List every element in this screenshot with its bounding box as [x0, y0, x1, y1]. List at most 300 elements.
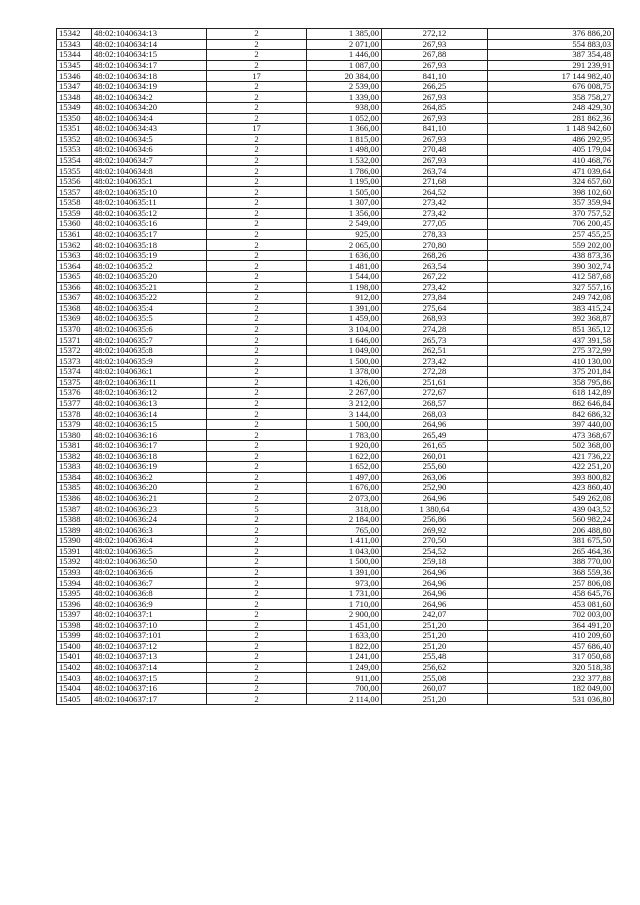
- specific-value-cell: 242,07: [382, 609, 488, 620]
- specific-value-cell: 277,05: [382, 219, 488, 230]
- cadastral-value-cell: 393 800,82: [488, 472, 614, 483]
- cadastral-number-cell: 48:02:1040634:4: [92, 113, 207, 124]
- specific-value-cell: 264,96: [382, 419, 488, 430]
- table-row: [57, 588, 614, 599]
- cadastral-value-cell: 439 043,52: [488, 504, 614, 515]
- group-cell: 2: [207, 102, 307, 113]
- table-row: [57, 599, 614, 610]
- row-number-cell: 15370: [57, 324, 92, 335]
- cadastral-value-cell: 453 081,60: [488, 599, 614, 610]
- group-cell: 2: [207, 472, 307, 483]
- group-cell: 2: [207, 208, 307, 219]
- area-cell: 1 622,00: [307, 451, 382, 462]
- table-row: [57, 166, 614, 177]
- table-row: [57, 50, 614, 61]
- area-cell: 1 500,00: [307, 419, 382, 430]
- group-cell: 2: [207, 166, 307, 177]
- row-number-cell: 15347: [57, 81, 92, 92]
- area-cell: 1 087,00: [307, 60, 382, 71]
- row-number-cell: 15355: [57, 166, 92, 177]
- group-cell: 2: [207, 673, 307, 684]
- group-cell: 2: [207, 60, 307, 71]
- cadastral-number-cell: 48:02:1040636:2: [92, 472, 207, 483]
- table-row: [57, 514, 614, 525]
- cadastral-value-cell: 357 359,94: [488, 198, 614, 209]
- area-cell: 1 822,00: [307, 641, 382, 652]
- group-cell: 2: [207, 145, 307, 156]
- group-cell: 2: [207, 356, 307, 367]
- group-cell: 2: [207, 240, 307, 251]
- specific-value-cell: 270,48: [382, 145, 488, 156]
- cadastral-number-cell: 48:02:1040636:5: [92, 546, 207, 557]
- area-cell: 1 378,00: [307, 367, 382, 378]
- specific-value-cell: 263,74: [382, 166, 488, 177]
- group-cell: 2: [207, 599, 307, 610]
- cadastral-number-cell: 48:02:1040636:1: [92, 367, 207, 378]
- cadastral-number-cell: 48:02:1040636:19: [92, 462, 207, 473]
- area-cell: 1 710,00: [307, 599, 382, 610]
- cadastral-value-cell: 17 144 982,40: [488, 71, 614, 82]
- table-row: [57, 92, 614, 103]
- cadastral-number-cell: 48:02:1040634:19: [92, 81, 207, 92]
- row-number-cell: 15401: [57, 652, 92, 663]
- cadastral-value-cell: 257 455,25: [488, 229, 614, 240]
- specific-value-cell: 255,48: [382, 652, 488, 663]
- cadastral-value-table: [56, 28, 614, 705]
- row-number-cell: 15382: [57, 451, 92, 462]
- cadastral-number-cell: 48:02:1040634:8: [92, 166, 207, 177]
- cadastral-value-cell: 392 368,87: [488, 314, 614, 325]
- area-cell: 1 920,00: [307, 440, 382, 451]
- cadastral-number-cell: 48:02:1040636:17: [92, 440, 207, 451]
- group-cell: 2: [207, 652, 307, 663]
- cadastral-number-cell: 48:02:1040635:18: [92, 240, 207, 251]
- area-cell: 1 500,00: [307, 356, 382, 367]
- table-row: [57, 71, 614, 82]
- row-number-cell: 15377: [57, 398, 92, 409]
- row-number-cell: 15343: [57, 39, 92, 50]
- cadastral-value-cell: 410 130,00: [488, 356, 614, 367]
- area-cell: 2 071,00: [307, 39, 382, 50]
- row-number-cell: 15373: [57, 356, 92, 367]
- cadastral-value-cell: 364 491,20: [488, 620, 614, 631]
- row-number-cell: 15387: [57, 504, 92, 515]
- specific-value-cell: 260,01: [382, 451, 488, 462]
- group-cell: 2: [207, 113, 307, 124]
- area-cell: 3 212,00: [307, 398, 382, 409]
- table-row: [57, 303, 614, 314]
- specific-value-cell: 255,08: [382, 673, 488, 684]
- area-cell: 1 633,00: [307, 631, 382, 642]
- row-number-cell: 15356: [57, 176, 92, 187]
- area-cell: 2 900,00: [307, 609, 382, 620]
- table-row: [57, 525, 614, 536]
- group-cell: 2: [207, 187, 307, 198]
- cadastral-value-cell: 358 795,86: [488, 377, 614, 388]
- group-cell: 2: [207, 377, 307, 388]
- group-cell: 2: [207, 578, 307, 589]
- table-row: [57, 609, 614, 620]
- area-cell: 1 426,00: [307, 377, 382, 388]
- group-cell: 2: [207, 324, 307, 335]
- cadastral-number-cell: 48:02:1040636:8: [92, 588, 207, 599]
- group-cell: 2: [207, 29, 307, 40]
- area-cell: 2 267,00: [307, 388, 382, 399]
- group-cell: 2: [207, 462, 307, 473]
- specific-value-cell: 267,93: [382, 60, 488, 71]
- area-cell: 2 073,00: [307, 493, 382, 504]
- specific-value-cell: 1 380,64: [382, 504, 488, 515]
- table-row: [57, 451, 614, 462]
- area-cell: 1 783,00: [307, 430, 382, 441]
- cadastral-value-cell: 676 008,75: [488, 81, 614, 92]
- cadastral-value-cell: 458 645,76: [488, 588, 614, 599]
- specific-value-cell: 264,96: [382, 493, 488, 504]
- table-row: [57, 229, 614, 240]
- area-cell: 1 195,00: [307, 176, 382, 187]
- cadastral-value-cell: 358 758,27: [488, 92, 614, 103]
- row-number-cell: 15388: [57, 514, 92, 525]
- row-number-cell: 15405: [57, 694, 92, 705]
- specific-value-cell: 264,52: [382, 187, 488, 198]
- cadastral-number-cell: 48:02:1040635:10: [92, 187, 207, 198]
- area-cell: 1 544,00: [307, 271, 382, 282]
- cadastral-value-cell: 473 368,67: [488, 430, 614, 441]
- cadastral-value-cell: 851 365,12: [488, 324, 614, 335]
- table-row: [57, 409, 614, 420]
- row-number-cell: 15390: [57, 536, 92, 547]
- specific-value-cell: 841,10: [382, 124, 488, 135]
- cadastral-value-cell: 457 686,40: [488, 641, 614, 652]
- cadastral-number-cell: 48:02:1040636:50: [92, 557, 207, 568]
- specific-value-cell: 256,62: [382, 662, 488, 673]
- specific-value-cell: 260,07: [382, 683, 488, 694]
- specific-value-cell: 264,96: [382, 578, 488, 589]
- specific-value-cell: 268,26: [382, 250, 488, 261]
- specific-value-cell: 267,93: [382, 155, 488, 166]
- row-number-cell: 15394: [57, 578, 92, 589]
- cadastral-number-cell: 48:02:1040637:13: [92, 652, 207, 663]
- cadastral-number-cell: 48:02:1040635:11: [92, 198, 207, 209]
- table-row: [57, 208, 614, 219]
- row-number-cell: 15344: [57, 50, 92, 61]
- table-row: [57, 261, 614, 272]
- row-number-cell: 15380: [57, 430, 92, 441]
- cadastral-number-cell: 48:02:1040634:20: [92, 102, 207, 113]
- cadastral-number-cell: 48:02:1040635:22: [92, 293, 207, 304]
- row-number-cell: 15396: [57, 599, 92, 610]
- area-cell: 1 249,00: [307, 662, 382, 673]
- cadastral-value-cell: 486 292,95: [488, 134, 614, 145]
- area-cell: 2 114,00: [307, 694, 382, 705]
- table-row: [57, 567, 614, 578]
- cadastral-value-cell: 317 050,68: [488, 652, 614, 663]
- group-cell: 17: [207, 124, 307, 135]
- group-cell: 2: [207, 176, 307, 187]
- cadastral-value-cell: 423 860,40: [488, 483, 614, 494]
- cadastral-number-cell: 48:02:1040636:15: [92, 419, 207, 430]
- cadastral-value-cell: 422 251,20: [488, 462, 614, 473]
- group-cell: 2: [207, 39, 307, 50]
- row-number-cell: 15393: [57, 567, 92, 578]
- cadastral-number-cell: 48:02:1040637:15: [92, 673, 207, 684]
- cadastral-value-cell: 320 518,38: [488, 662, 614, 673]
- group-cell: 2: [207, 293, 307, 304]
- table-row: [57, 472, 614, 483]
- row-number-cell: 15365: [57, 271, 92, 282]
- specific-value-cell: 264,96: [382, 588, 488, 599]
- specific-value-cell: 272,28: [382, 367, 488, 378]
- row-number-cell: 15400: [57, 641, 92, 652]
- cadastral-number-cell: 48:02:1040636:24: [92, 514, 207, 525]
- specific-value-cell: 273,42: [382, 198, 488, 209]
- group-cell: 2: [207, 567, 307, 578]
- cadastral-value-cell: 559 202,00: [488, 240, 614, 251]
- group-cell: 2: [207, 493, 307, 504]
- group-cell: 2: [207, 335, 307, 346]
- table-row: [57, 578, 614, 589]
- cadastral-value-cell: 390 302,74: [488, 261, 614, 272]
- table-row: [57, 39, 614, 50]
- row-number-cell: 15352: [57, 134, 92, 145]
- group-cell: 2: [207, 50, 307, 61]
- row-number-cell: 15379: [57, 419, 92, 430]
- specific-value-cell: 259,18: [382, 557, 488, 568]
- table-row: [57, 282, 614, 293]
- row-number-cell: 15357: [57, 187, 92, 198]
- specific-value-cell: 273,42: [382, 208, 488, 219]
- cadastral-number-cell: 48:02:1040635:17: [92, 229, 207, 240]
- area-cell: 1 505,00: [307, 187, 382, 198]
- cadastral-number-cell: 48:02:1040636:4: [92, 536, 207, 547]
- row-number-cell: 15351: [57, 124, 92, 135]
- cadastral-value-cell: 182 049,00: [488, 683, 614, 694]
- specific-value-cell: 841,10: [382, 71, 488, 82]
- cadastral-number-cell: 48:02:1040634:17: [92, 60, 207, 71]
- cadastral-value-cell: 842 686,32: [488, 409, 614, 420]
- specific-value-cell: 267,88: [382, 50, 488, 61]
- cadastral-number-cell: 48:02:1040637:14: [92, 662, 207, 673]
- cadastral-number-cell: 48:02:1040634:5: [92, 134, 207, 145]
- row-number-cell: 15359: [57, 208, 92, 219]
- cadastral-number-cell: 48:02:1040635:5: [92, 314, 207, 325]
- specific-value-cell: 251,20: [382, 620, 488, 631]
- specific-value-cell: 263,06: [382, 472, 488, 483]
- specific-value-cell: 270,50: [382, 536, 488, 547]
- cadastral-number-cell: 48:02:1040636:11: [92, 377, 207, 388]
- cadastral-number-cell: 48:02:1040636:16: [92, 430, 207, 441]
- row-number-cell: 15386: [57, 493, 92, 504]
- cadastral-value-cell: 275 372,99: [488, 345, 614, 356]
- cadastral-value-cell: 397 440,00: [488, 419, 614, 430]
- cadastral-value-cell: 618 142,89: [488, 388, 614, 399]
- row-number-cell: 15402: [57, 662, 92, 673]
- specific-value-cell: 267,22: [382, 271, 488, 282]
- row-number-cell: 15374: [57, 367, 92, 378]
- table-row: [57, 155, 614, 166]
- cadastral-value-cell: 381 675,50: [488, 536, 614, 547]
- cadastral-number-cell: 48:02:1040636:21: [92, 493, 207, 504]
- table-row: [57, 176, 614, 187]
- cadastral-number-cell: 48:02:1040637:16: [92, 683, 207, 694]
- cadastral-value-cell: 438 873,36: [488, 250, 614, 261]
- cadastral-value-cell: 554 883,03: [488, 39, 614, 50]
- specific-value-cell: 271,68: [382, 176, 488, 187]
- group-cell: 2: [207, 430, 307, 441]
- row-number-cell: 15399: [57, 631, 92, 642]
- cadastral-value-cell: 232 377,88: [488, 673, 614, 684]
- row-number-cell: 15350: [57, 113, 92, 124]
- area-cell: 3 104,00: [307, 324, 382, 335]
- cadastral-value-cell: 471 039,64: [488, 166, 614, 177]
- row-number-cell: 15348: [57, 92, 92, 103]
- cadastral-value-cell: 410 468,76: [488, 155, 614, 166]
- table-row: [57, 377, 614, 388]
- row-number-cell: 15354: [57, 155, 92, 166]
- area-cell: 1 052,00: [307, 113, 382, 124]
- specific-value-cell: 267,93: [382, 134, 488, 145]
- area-cell: 1 497,00: [307, 472, 382, 483]
- specific-value-cell: 255,60: [382, 462, 488, 473]
- area-cell: 1 459,00: [307, 314, 382, 325]
- cadastral-value-cell: 560 982,24: [488, 514, 614, 525]
- specific-value-cell: 267,93: [382, 39, 488, 50]
- cadastral-value-cell: 249 742,08: [488, 293, 614, 304]
- row-number-cell: 15345: [57, 60, 92, 71]
- row-number-cell: 15369: [57, 314, 92, 325]
- row-number-cell: 15363: [57, 250, 92, 261]
- specific-value-cell: 278,33: [382, 229, 488, 240]
- area-cell: 1 391,00: [307, 567, 382, 578]
- cadastral-number-cell: 48:02:1040637:10: [92, 620, 207, 631]
- row-number-cell: 15395: [57, 588, 92, 599]
- table-row: [57, 124, 614, 135]
- row-number-cell: 15381: [57, 440, 92, 451]
- group-cell: 2: [207, 345, 307, 356]
- group-cell: 2: [207, 219, 307, 230]
- cadastral-value-cell: 405 179,04: [488, 145, 614, 156]
- group-cell: 2: [207, 440, 307, 451]
- group-cell: 2: [207, 631, 307, 642]
- cadastral-number-cell: 48:02:1040634:7: [92, 155, 207, 166]
- table-row: [57, 240, 614, 251]
- area-cell: 1 676,00: [307, 483, 382, 494]
- specific-value-cell: 251,20: [382, 631, 488, 642]
- area-cell: 1 636,00: [307, 250, 382, 261]
- group-cell: 2: [207, 620, 307, 631]
- group-cell: 2: [207, 81, 307, 92]
- group-cell: 2: [207, 557, 307, 568]
- row-number-cell: 15389: [57, 525, 92, 536]
- cadastral-number-cell: 48:02:1040636:13: [92, 398, 207, 409]
- group-cell: 2: [207, 536, 307, 547]
- group-cell: 2: [207, 271, 307, 282]
- row-number-cell: 15372: [57, 345, 92, 356]
- specific-value-cell: 264,96: [382, 567, 488, 578]
- table-row: [57, 673, 614, 684]
- area-cell: 973,00: [307, 578, 382, 589]
- specific-value-cell: 273,84: [382, 293, 488, 304]
- table-row: [57, 134, 614, 145]
- table-row: [57, 546, 614, 557]
- specific-value-cell: 251,20: [382, 641, 488, 652]
- row-number-cell: 15392: [57, 557, 92, 568]
- area-cell: 1 366,00: [307, 124, 382, 135]
- table-row: [57, 440, 614, 451]
- cadastral-number-cell: 48:02:1040635:12: [92, 208, 207, 219]
- cadastral-number-cell: 48:02:1040635:6: [92, 324, 207, 335]
- area-cell: 2 184,00: [307, 514, 382, 525]
- group-cell: 2: [207, 546, 307, 557]
- cadastral-value-cell: 375 201,84: [488, 367, 614, 378]
- row-number-cell: 15391: [57, 546, 92, 557]
- area-cell: 1 049,00: [307, 345, 382, 356]
- cadastral-value-cell: 324 657,60: [488, 176, 614, 187]
- cadastral-number-cell: 48:02:1040635:19: [92, 250, 207, 261]
- cadastral-number-cell: 48:02:1040636:6: [92, 567, 207, 578]
- area-cell: 1 307,00: [307, 198, 382, 209]
- group-cell: 2: [207, 314, 307, 325]
- group-cell: 2: [207, 514, 307, 525]
- cadastral-number-cell: 48:02:1040636:20: [92, 483, 207, 494]
- row-number-cell: 15371: [57, 335, 92, 346]
- cadastral-number-cell: 48:02:1040635:7: [92, 335, 207, 346]
- specific-value-cell: 275,64: [382, 303, 488, 314]
- cadastral-value-cell: 437 391,58: [488, 335, 614, 346]
- table-row: [57, 219, 614, 230]
- group-cell: 2: [207, 419, 307, 430]
- cadastral-value-cell: 383 415,24: [488, 303, 614, 314]
- table-row: [57, 60, 614, 71]
- cadastral-number-cell: 48:02:1040636:9: [92, 599, 207, 610]
- area-cell: 912,00: [307, 293, 382, 304]
- specific-value-cell: 268,57: [382, 398, 488, 409]
- area-cell: 1 356,00: [307, 208, 382, 219]
- cadastral-number-cell: 48:02:1040634:2: [92, 92, 207, 103]
- cadastral-number-cell: 48:02:1040635:1: [92, 176, 207, 187]
- group-cell: 2: [207, 198, 307, 209]
- specific-value-cell: 265,73: [382, 335, 488, 346]
- table-row: [57, 388, 614, 399]
- cadastral-value-cell: 257 806,08: [488, 578, 614, 589]
- area-cell: 2 549,00: [307, 219, 382, 230]
- cadastral-number-cell: 48:02:1040635:16: [92, 219, 207, 230]
- group-cell: 2: [207, 525, 307, 536]
- cadastral-value-cell: 281 862,36: [488, 113, 614, 124]
- area-cell: 20 384,00: [307, 71, 382, 82]
- row-number-cell: 15403: [57, 673, 92, 684]
- row-number-cell: 15368: [57, 303, 92, 314]
- cadastral-number-cell: 48:02:1040634:14: [92, 39, 207, 50]
- cadastral-number-cell: 48:02:1040636:18: [92, 451, 207, 462]
- table-row: [57, 631, 614, 642]
- cadastral-value-cell: 206 488,80: [488, 525, 614, 536]
- row-number-cell: 15364: [57, 261, 92, 272]
- area-cell: 765,00: [307, 525, 382, 536]
- table-row: [57, 662, 614, 673]
- row-number-cell: 15397: [57, 609, 92, 620]
- row-number-cell: 15366: [57, 282, 92, 293]
- area-cell: 1 532,00: [307, 155, 382, 166]
- cadastral-value-cell: 376 886,20: [488, 29, 614, 40]
- area-cell: 700,00: [307, 683, 382, 694]
- area-cell: 938,00: [307, 102, 382, 113]
- table-row: [57, 419, 614, 430]
- area-cell: 1 339,00: [307, 92, 382, 103]
- group-cell: 2: [207, 261, 307, 272]
- area-cell: 911,00: [307, 673, 382, 684]
- row-number-cell: 15342: [57, 29, 92, 40]
